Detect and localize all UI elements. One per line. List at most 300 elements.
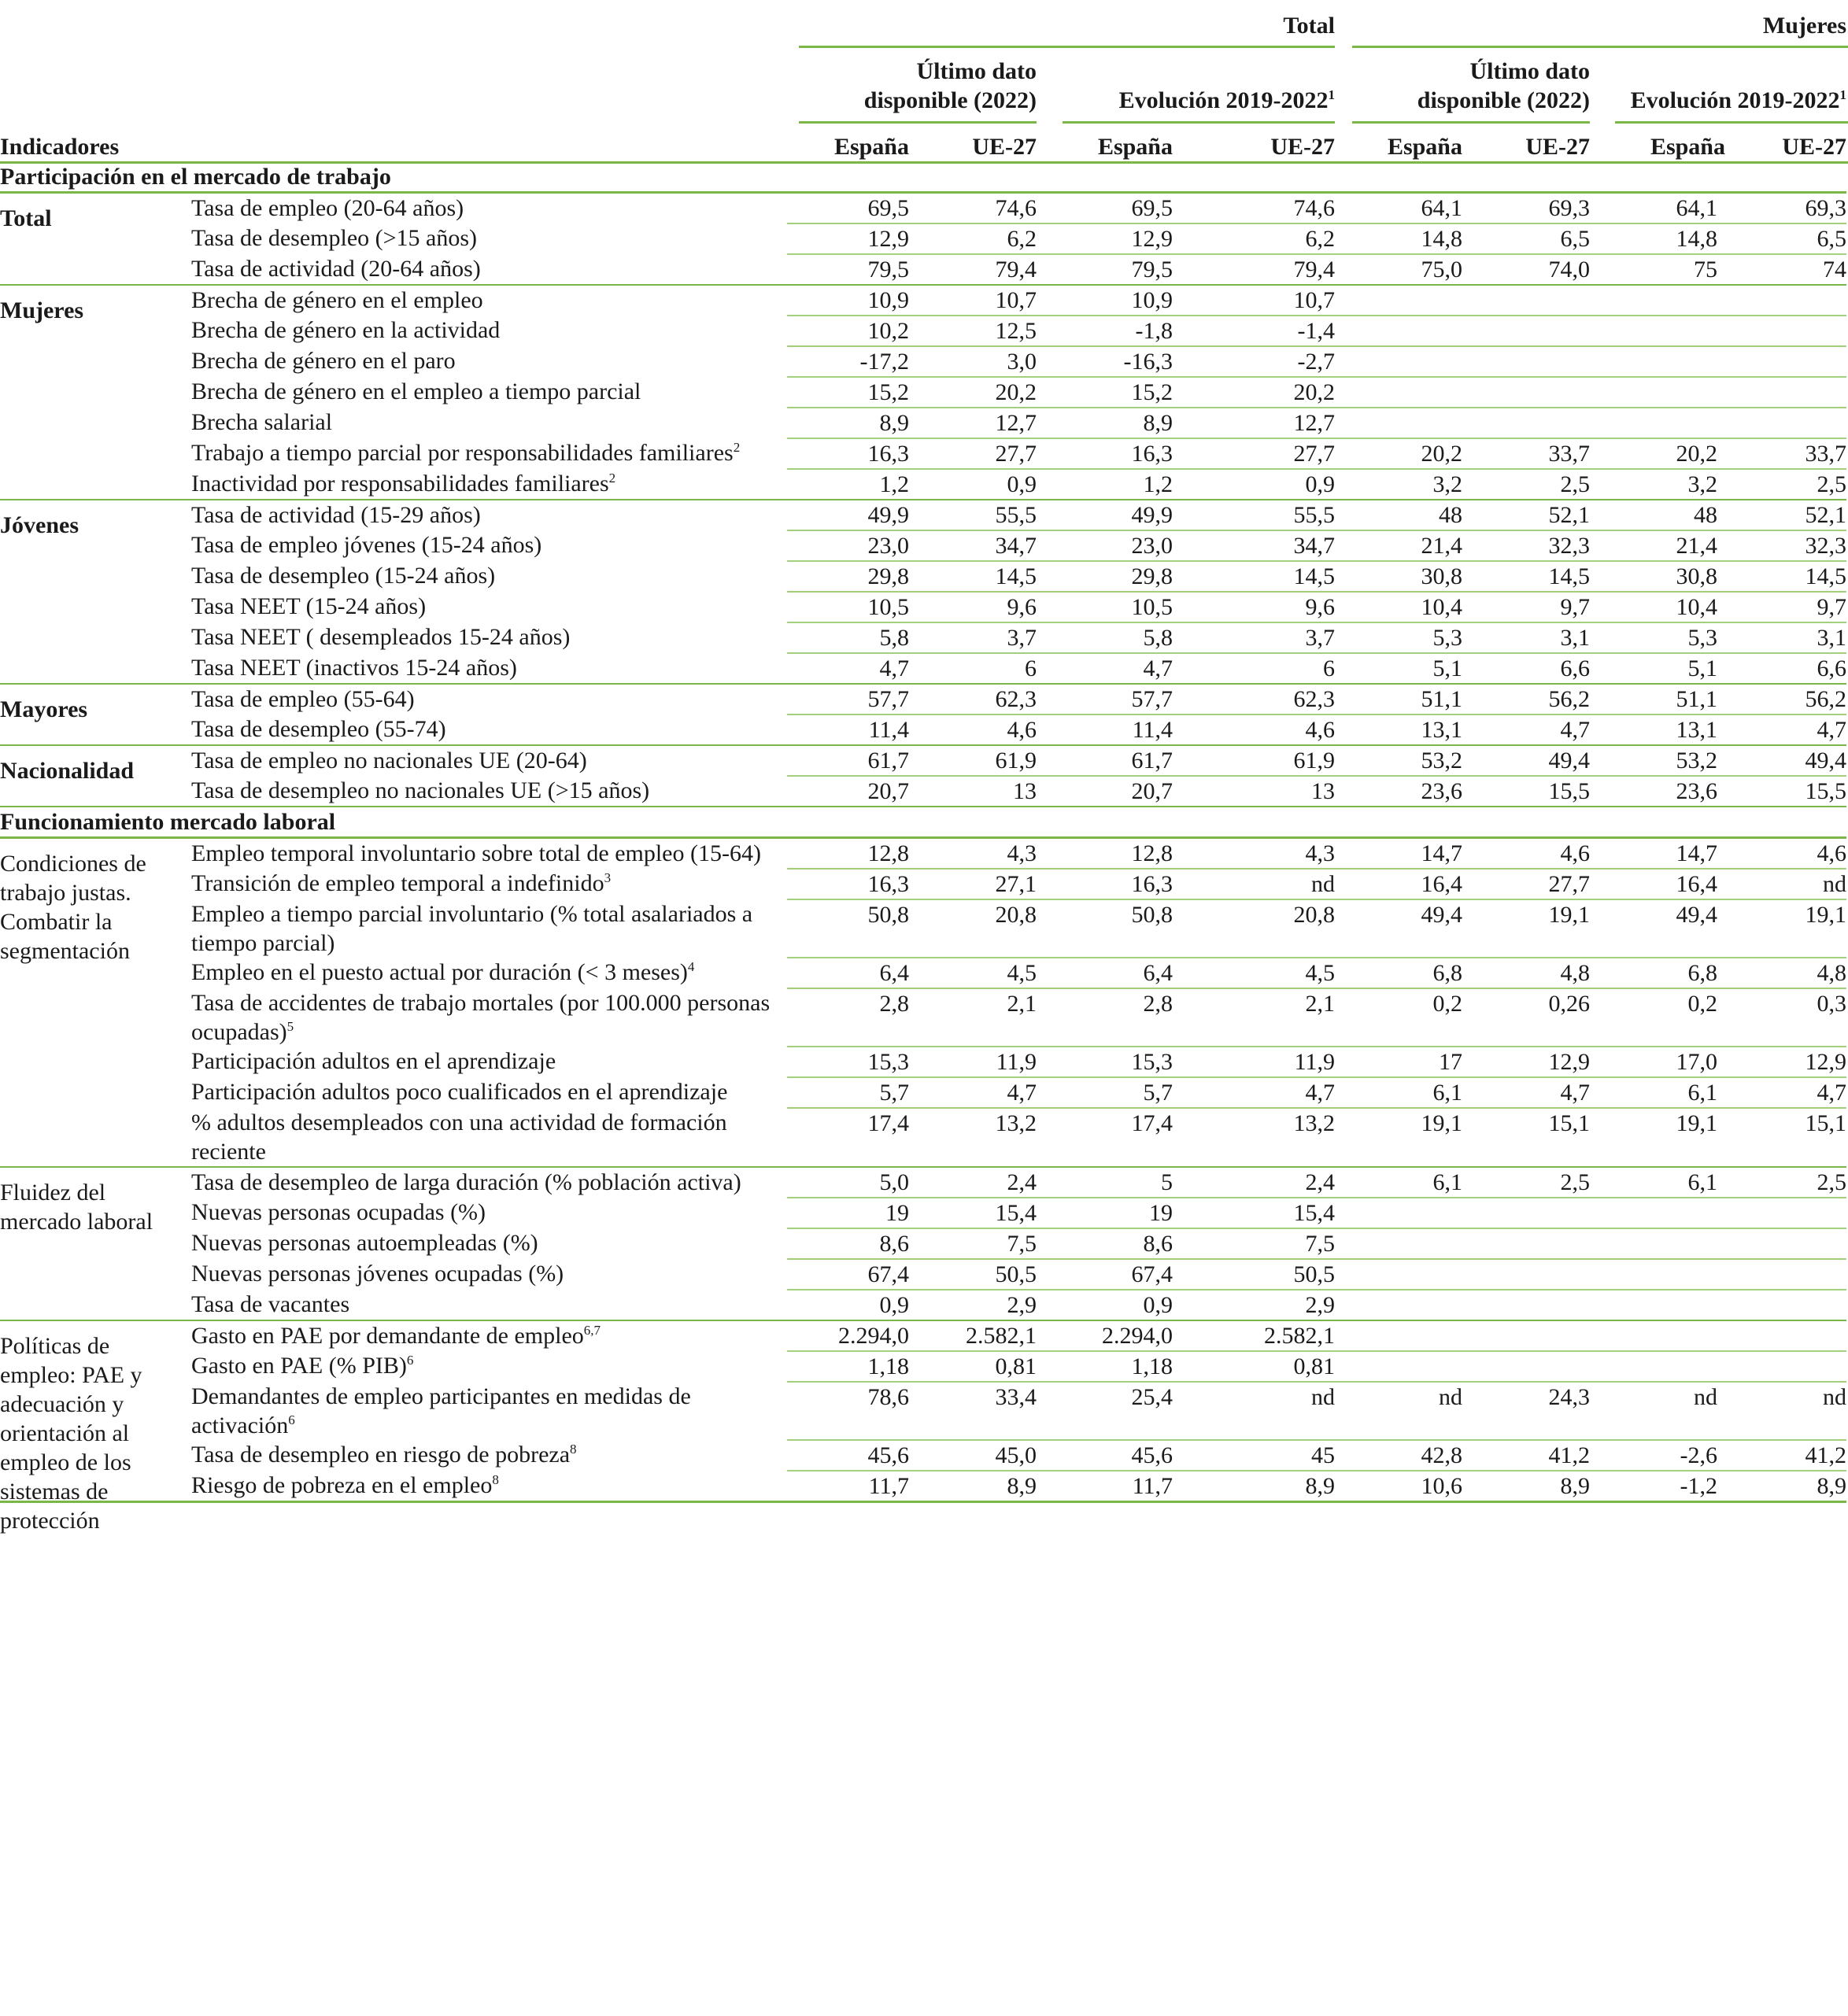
value-cell: 20,8 (909, 899, 1037, 958)
indicator-cell (0, 1198, 787, 1228)
value-cell: 10,2 (787, 316, 909, 346)
value-cell: 9,7 (1717, 592, 1846, 622)
indicator-cell (0, 346, 787, 377)
value-cell: 11,4 (787, 714, 909, 745)
value-cell: 30,8 (1335, 561, 1462, 592)
value-cell: 51,1 (1590, 684, 1717, 714)
value-cell: 0,9 (909, 469, 1037, 500)
value-cell: 32,3 (1462, 530, 1590, 561)
value-cell: 10,9 (787, 285, 909, 316)
value-cell: nd (1173, 869, 1335, 899)
value-cell: 75 (1590, 254, 1717, 285)
value-cell: 12,9 (1717, 1047, 1846, 1077)
value-cell: 17 (1335, 1047, 1462, 1077)
value-cell: 19,1 (1590, 1108, 1717, 1167)
value-cell: 4,6 (1462, 838, 1590, 870)
value-cell (1590, 1290, 1717, 1320)
value-cell (1462, 316, 1590, 346)
value-cell: 49,9 (1037, 500, 1173, 530)
indicator-cell (0, 223, 787, 254)
value-cell: 16,4 (1590, 869, 1717, 899)
value-cell: 8,6 (1037, 1228, 1173, 1259)
value-cell (1462, 1351, 1590, 1382)
indicator-name: Empleo temporal involuntario sobre total de empleo (15-64) (191, 840, 761, 866)
value-cell: 2.294,0 (1037, 1320, 1173, 1351)
indicator-name: Participación adultos en el aprendizaje (191, 1048, 556, 1074)
value-cell: 2.294,0 (787, 1320, 909, 1351)
value-cell: 79,5 (787, 254, 909, 285)
value-cell: 34,7 (1173, 530, 1335, 561)
value-cell: 41,2 (1717, 1440, 1846, 1471)
indicator-cell (0, 653, 787, 684)
value-cell: 6,4 (1037, 958, 1173, 988)
indicator-name: Nuevas personas jóvenes ocupadas (%) (191, 1261, 564, 1287)
indicator-name: Trabajo a tiempo parcial por responsabilidades familiares (191, 440, 734, 466)
value-cell: 14,7 (1335, 838, 1462, 870)
value-cell: 56,2 (1717, 684, 1846, 714)
indicator-cell (0, 377, 787, 408)
value-cell (1590, 1228, 1717, 1259)
value-cell: 0,9 (787, 1290, 909, 1320)
footnote-marker: 1 (1839, 87, 1846, 102)
column-header-espana: España (1387, 134, 1462, 160)
value-cell: 4,6 (1717, 838, 1846, 870)
value-cell: 45,6 (787, 1440, 909, 1471)
value-cell: 6,6 (1717, 653, 1846, 684)
indicator-name: Empleo en el puesto actual por duración (< 3 meses) (191, 959, 688, 985)
value-cell: 2,5 (1717, 469, 1846, 500)
value-cell: -1,8 (1037, 316, 1173, 346)
value-cell (1590, 285, 1717, 316)
column-header-espana: España (833, 134, 909, 160)
subheader-ultimo-total (799, 57, 1037, 115)
indicator-cell (0, 561, 787, 592)
value-cell: 0,2 (1335, 988, 1462, 1047)
table-row (0, 438, 1846, 469)
value-cell: 5,7 (1037, 1077, 1173, 1108)
value-cell: 49,4 (1717, 745, 1846, 776)
subheader-ultimo-mujeres (1352, 57, 1590, 115)
row-group-label: Total (0, 205, 52, 231)
value-cell: 74,6 (1173, 193, 1335, 224)
value-cell: 2,5 (1462, 469, 1590, 500)
value-cell: 55,5 (909, 500, 1037, 530)
value-cell: 5,8 (787, 622, 909, 653)
value-cell: -2,6 (1590, 1440, 1717, 1471)
value-cell: 61,7 (1037, 745, 1173, 776)
footnote-marker: 6 (406, 1353, 414, 1368)
value-cell: 4,7 (1037, 653, 1173, 684)
value-cell: 5,3 (1590, 622, 1717, 653)
table-row (0, 838, 1846, 870)
value-cell: -1,2 (1590, 1471, 1717, 1502)
indicator-name: Tasa de vacantes (191, 1291, 350, 1317)
indicator-name: Tasa de desempleo en riesgo de pobreza (191, 1442, 571, 1468)
value-cell: 69,5 (1037, 193, 1173, 224)
value-cell: 45,0 (909, 1440, 1037, 1471)
value-cell: 67,4 (787, 1259, 909, 1290)
indicator-name: Tasa NEET (15-24 años) (191, 593, 427, 619)
value-cell (1590, 346, 1717, 377)
value-cell: 1,2 (787, 469, 909, 500)
indicator-cell (0, 193, 787, 231)
indicator-cell (0, 285, 787, 323)
indicator-cell (0, 438, 787, 469)
table-row (0, 622, 1846, 653)
footnote-marker: 5 (286, 1019, 294, 1034)
indicator-name: Tasa de empleo (20-64 años) (191, 195, 464, 221)
value-cell: 15,1 (1717, 1108, 1846, 1167)
value-cell: 15,4 (1173, 1198, 1335, 1228)
value-cell (1590, 316, 1717, 346)
indicator-cell (0, 1077, 787, 1108)
table-row (0, 193, 1846, 224)
value-cell: 12,7 (1173, 408, 1335, 438)
value-cell: 3,1 (1717, 622, 1846, 653)
value-cell: 8,6 (787, 1228, 909, 1259)
value-cell: 12,8 (1037, 838, 1173, 870)
value-cell: 52,1 (1717, 500, 1846, 530)
table-row (0, 653, 1846, 684)
value-cell: 42,8 (1335, 1440, 1462, 1471)
indicator-cell (0, 1108, 787, 1167)
value-cell: 69,3 (1462, 193, 1590, 224)
value-cell: 50,5 (909, 1259, 1037, 1290)
indicator-cell (0, 316, 787, 346)
value-cell: 64,1 (1335, 193, 1462, 224)
indicator-name: Tasa de empleo no nacionales UE (20-64) (191, 748, 587, 774)
value-cell: 4,7 (787, 653, 909, 684)
value-cell: 11,4 (1037, 714, 1173, 745)
value-cell: 67,4 (1037, 1259, 1173, 1290)
indicator-cell (0, 1259, 787, 1290)
value-cell: 5,1 (1590, 653, 1717, 684)
value-cell: 21,4 (1335, 530, 1462, 561)
column-header-ue27: UE-27 (1782, 134, 1846, 160)
value-cell: 5,0 (787, 1167, 909, 1198)
value-cell: 2,5 (1717, 1167, 1846, 1198)
table-row (0, 346, 1846, 377)
value-cell: 5 (1037, 1167, 1173, 1198)
value-cell: 15,1 (1462, 1108, 1590, 1167)
value-cell: 45 (1173, 1440, 1335, 1471)
indicator-name: Participación adultos poco cualificados en el aprendizaje (191, 1079, 728, 1105)
value-cell (1335, 1259, 1462, 1290)
indicator-name: Tasa de desempleo no nacionales UE (>15 años) (191, 777, 650, 803)
value-cell: 49,4 (1590, 899, 1717, 958)
value-cell: 64,1 (1590, 193, 1717, 224)
value-cell: 19,1 (1717, 899, 1846, 958)
value-cell: 61,7 (787, 745, 909, 776)
value-cell: 14,8 (1590, 223, 1717, 254)
value-cell: 10,6 (1335, 1471, 1462, 1502)
table-row (0, 223, 1846, 254)
value-cell: 16,3 (1037, 869, 1173, 899)
table-row (0, 1440, 1846, 1471)
value-cell (1462, 346, 1590, 377)
indicator-name: Gasto en PAE (% PIB) (191, 1353, 407, 1379)
value-cell: 20,2 (1590, 438, 1717, 469)
indicator-cell (0, 469, 787, 500)
table-row (0, 714, 1846, 745)
value-cell: 15,3 (787, 1047, 909, 1077)
value-cell (1590, 1351, 1717, 1382)
value-cell: 6,2 (1173, 223, 1335, 254)
value-cell: 53,2 (1590, 745, 1717, 776)
value-cell (1335, 408, 1462, 438)
section-row (0, 807, 1846, 838)
value-cell: 11,7 (787, 1471, 909, 1502)
value-cell: 2,1 (1173, 988, 1335, 1047)
row-group-label: Políticas de empleo: PAE y adecuación y orientación al empleo de los sistemas de protección (0, 1333, 142, 1534)
indicator-name: Tasa de desempleo (>15 años) (191, 225, 478, 251)
value-cell (1717, 1198, 1846, 1228)
value-cell: 16,3 (1037, 438, 1173, 469)
value-cell: 2,4 (909, 1167, 1037, 1198)
indicator-name: Transición de empleo temporal a indefinido (191, 870, 604, 896)
value-cell (1717, 1259, 1846, 1290)
subheader-evolucion-mujeres (1574, 86, 1846, 115)
value-cell: 50,8 (787, 899, 909, 958)
value-cell (1335, 346, 1462, 377)
indicator-cell (0, 988, 787, 1047)
indicator-name: Brecha de género en la actividad (191, 317, 501, 343)
value-cell: 3,2 (1590, 469, 1717, 500)
indicators-table (0, 162, 1847, 1534)
value-cell (1335, 1290, 1462, 1320)
value-cell: 15,2 (787, 377, 909, 408)
value-cell: 8,9 (909, 1471, 1037, 1502)
indicator-cell (0, 1382, 787, 1440)
value-cell: 12,9 (1037, 223, 1173, 254)
indicator-cell (0, 530, 787, 561)
footnote-marker: 2 (733, 440, 741, 455)
value-cell: 52,1 (1462, 500, 1590, 530)
value-cell: 1,18 (787, 1351, 909, 1382)
value-cell: 74,0 (1462, 254, 1590, 285)
value-cell (1462, 1320, 1590, 1351)
value-cell: 29,8 (787, 561, 909, 592)
value-cell: 2,5 (1462, 1167, 1590, 1198)
table-row (0, 500, 1846, 530)
value-cell: 13,1 (1335, 714, 1462, 745)
value-cell: 16,4 (1335, 869, 1462, 899)
footnote-marker: 3 (604, 870, 612, 885)
value-cell: 4,3 (1173, 838, 1335, 870)
subheader-evolucion-total (1063, 86, 1335, 115)
value-cell: 0,81 (909, 1351, 1037, 1382)
rule-ultimo-mujeres (1352, 121, 1590, 124)
value-cell: 56,2 (1462, 684, 1590, 714)
column-header-ue27: UE-27 (1270, 134, 1335, 160)
table-row (0, 988, 1846, 1047)
value-cell: 15,5 (1717, 776, 1846, 807)
value-cell: 15,2 (1037, 377, 1173, 408)
table-row (0, 745, 1846, 776)
value-cell: 6,6 (1462, 653, 1590, 684)
value-cell: 0,81 (1173, 1351, 1335, 1382)
value-cell: 7,5 (1173, 1228, 1335, 1259)
value-cell: 53,2 (1335, 745, 1462, 776)
value-cell: 6 (909, 653, 1037, 684)
indicator-cell (0, 1440, 787, 1471)
row-group-label: Fluidez del mercado laboral (0, 1180, 153, 1235)
footnote-marker: 6 (288, 1412, 295, 1427)
value-cell: 50,8 (1037, 899, 1173, 958)
value-cell: 8,9 (1717, 1471, 1846, 1502)
value-cell: 14,5 (1717, 561, 1846, 592)
indicator-name: Nuevas personas autoempleadas (%) (191, 1230, 538, 1256)
value-cell: 6,4 (787, 958, 909, 988)
table-row (0, 1351, 1846, 1382)
value-cell: 10,7 (1173, 285, 1335, 316)
group-header-total: Total (1283, 13, 1335, 39)
value-cell: 3,7 (1173, 622, 1335, 653)
indicator-name: Inactividad por responsabilidades familiares (191, 471, 609, 497)
value-cell: 74 (1717, 254, 1846, 285)
value-cell: 4,7 (1717, 1077, 1846, 1108)
value-cell: nd (1335, 1382, 1462, 1440)
value-cell: 3,1 (1462, 622, 1590, 653)
indicator-name: Tasa de actividad (15-29 años) (191, 502, 481, 528)
value-cell: 2,9 (1173, 1290, 1335, 1320)
value-cell: -17,2 (787, 346, 909, 377)
value-cell: 29,8 (1037, 561, 1173, 592)
indicator-cell (0, 899, 787, 958)
value-cell: 16,3 (787, 438, 909, 469)
value-cell: 15,4 (909, 1198, 1037, 1228)
value-cell (1717, 1351, 1846, 1382)
value-cell: 74,6 (909, 193, 1037, 224)
value-cell: nd (1717, 1382, 1846, 1440)
indicator-name: Tasa de accidentes de trabajo mortales (por 100.000 personas ocupadas) (191, 990, 771, 1045)
value-cell: 78,6 (787, 1382, 909, 1440)
value-cell: 2.582,1 (909, 1320, 1037, 1351)
value-cell (1717, 316, 1846, 346)
indicator-cell (0, 254, 787, 285)
value-cell: 25,4 (1037, 1382, 1173, 1440)
indicator-cell (0, 1351, 787, 1382)
value-cell: 49,9 (787, 500, 909, 530)
value-cell: 12,5 (909, 316, 1037, 346)
table-row (0, 684, 1846, 714)
indicator-name: Brecha salarial (191, 409, 333, 435)
value-cell: 45,6 (1037, 1440, 1173, 1471)
value-cell: 6,8 (1335, 958, 1462, 988)
value-cell: 0,9 (1037, 1290, 1173, 1320)
value-cell (1717, 346, 1846, 377)
footnote-marker: 8 (570, 1442, 577, 1457)
value-cell: 2,8 (1037, 988, 1173, 1047)
indicator-name: % adultos desempleados con una actividad de formación reciente (191, 1110, 727, 1165)
value-cell: 11,9 (909, 1047, 1037, 1077)
table-row (0, 530, 1846, 561)
value-cell: 41,2 (1462, 1440, 1590, 1471)
indicator-name: Brecha de género en el empleo (191, 287, 483, 313)
value-cell: -2,7 (1173, 346, 1335, 377)
value-cell (1717, 1290, 1846, 1320)
table-row (0, 377, 1846, 408)
indicator-name: Tasa de desempleo (55-74) (191, 716, 446, 742)
value-cell: 4,8 (1717, 958, 1846, 988)
column-header-espana: España (1650, 134, 1725, 160)
value-cell: 20,2 (1335, 438, 1462, 469)
value-cell: 0,26 (1462, 988, 1590, 1047)
value-cell: -16,3 (1037, 346, 1173, 377)
table-row (0, 592, 1846, 622)
value-cell: 9,6 (909, 592, 1037, 622)
indicator-name: Nuevas personas ocupadas (%) (191, 1199, 486, 1225)
value-cell: 12,9 (1462, 1047, 1590, 1077)
value-cell: 13,2 (909, 1108, 1037, 1167)
table-row (0, 561, 1846, 592)
value-cell: 12,9 (787, 223, 909, 254)
value-cell: 21,4 (1590, 530, 1717, 561)
indicator-name: Riesgo de pobreza en el empleo (191, 1472, 493, 1498)
subheader-evolucion-label: Evolución 2019-2022 (1630, 87, 1840, 113)
value-cell: 34,7 (909, 530, 1037, 561)
value-cell (1462, 285, 1590, 316)
indicator-name: Tasa de actividad (20-64 años) (191, 256, 481, 282)
value-cell: 6,8 (1590, 958, 1717, 988)
value-cell: 69,3 (1717, 193, 1846, 224)
row-group-label: Mayores (0, 696, 88, 722)
indicator-name: Tasa NEET ( desempleados 15-24 años) (191, 624, 571, 650)
value-cell: 10,4 (1590, 592, 1717, 622)
value-cell: 9,6 (1173, 592, 1335, 622)
value-cell: 4,6 (1173, 714, 1335, 745)
value-cell: 9,7 (1462, 592, 1590, 622)
section-title: Participación en el mercado de trabajo (0, 162, 1846, 193)
subheader-ultimo-line2: disponible (2022) (863, 87, 1037, 113)
value-cell (1717, 377, 1846, 408)
value-cell: 6,1 (1590, 1077, 1717, 1108)
value-cell: 20,7 (787, 776, 909, 807)
table-row (0, 776, 1846, 807)
value-cell (1717, 1320, 1846, 1351)
value-cell: nd (1717, 869, 1846, 899)
value-cell: 2,8 (787, 988, 909, 1047)
value-cell: 61,9 (909, 745, 1037, 776)
column-header-espana: España (1097, 134, 1173, 160)
table-row (0, 254, 1846, 285)
value-cell: nd (1590, 1382, 1717, 1440)
value-cell: 1,18 (1037, 1351, 1173, 1382)
value-cell: 4,5 (909, 958, 1037, 988)
value-cell: 15,3 (1037, 1047, 1173, 1077)
row-group-label: Condiciones de trabajo justas. Combatir la segmentación (0, 851, 146, 964)
subheader-evolucion-label: Evolución 2019-2022 (1118, 87, 1329, 113)
value-cell: 19 (1037, 1198, 1173, 1228)
value-cell: 24,3 (1462, 1382, 1590, 1440)
value-cell: 49,4 (1335, 899, 1462, 958)
value-cell: 6,1 (1335, 1167, 1462, 1198)
footnote-marker: 2 (608, 471, 616, 486)
value-cell: 4,8 (1462, 958, 1590, 988)
indicator-cell (0, 1290, 787, 1320)
value-cell: 48 (1335, 500, 1462, 530)
value-cell: 19 (787, 1198, 909, 1228)
value-cell (1462, 1198, 1590, 1228)
indicator-cell (0, 776, 787, 807)
value-cell: 3,7 (909, 622, 1037, 653)
table-row (0, 958, 1846, 988)
value-cell: 10,4 (1335, 592, 1462, 622)
subheader-ultimo-line2: disponible (2022) (1417, 87, 1590, 113)
value-cell: 19,1 (1462, 899, 1590, 958)
section-title: Funcionamiento mercado laboral (0, 807, 1846, 838)
indicator-name: Tasa de empleo jóvenes (15-24 años) (191, 532, 542, 558)
